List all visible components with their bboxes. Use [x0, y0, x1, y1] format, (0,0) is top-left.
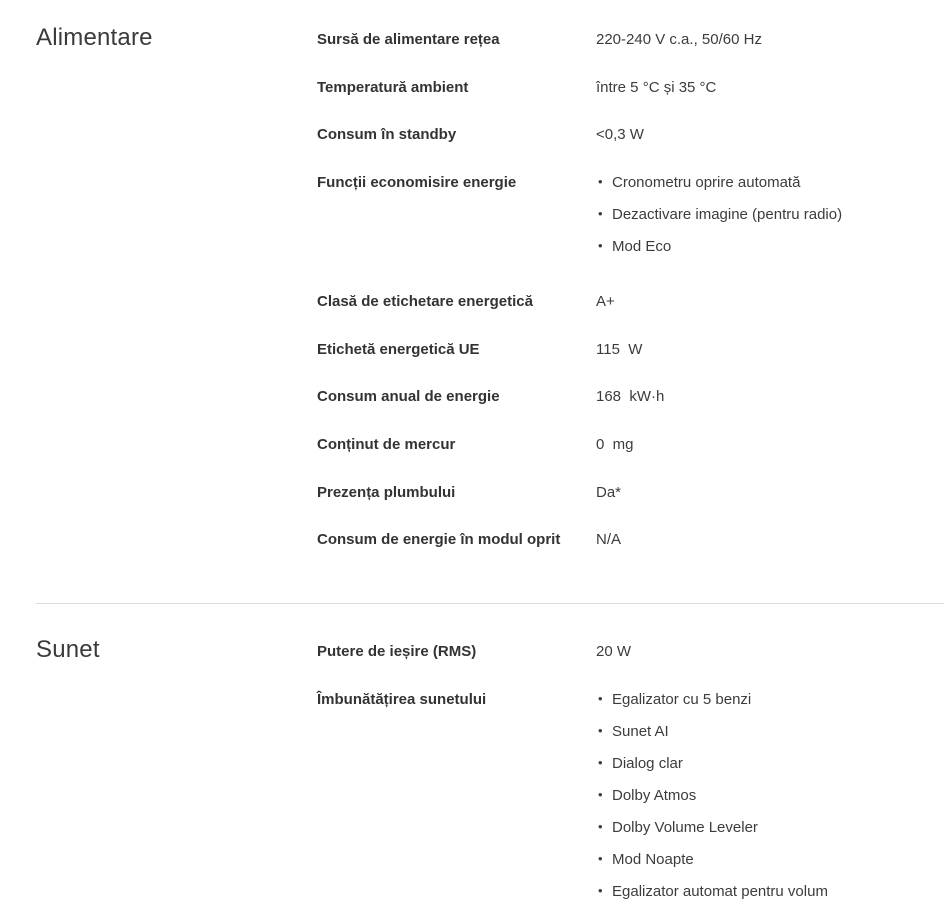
spec-label: Îmbunătățirea sunetului — [317, 691, 487, 708]
list-item-text: Dolby Atmos — [612, 787, 697, 804]
list-item-text: Egalizator automat pentru volum — [612, 883, 828, 900]
bullet-icon: • — [598, 206, 603, 221]
spec-label: Sursă de alimentare rețea — [317, 31, 500, 48]
list-item — [596, 238, 842, 270]
spec-label: Consum anual de energie — [317, 388, 500, 405]
list-item — [596, 691, 828, 723]
spec-value: 220-240 V c.a., 50/60 Hz — [596, 31, 762, 48]
spec-label: Consum în standby — [317, 126, 457, 143]
list-item — [596, 723, 828, 755]
spec-value: Da* — [596, 484, 622, 501]
bullet-list — [596, 174, 842, 270]
list-item-text: Mod Eco — [612, 238, 672, 255]
spec-value: 168 kW·h — [596, 388, 665, 405]
list-item-text: Sunet AI — [612, 723, 669, 740]
spec-label: Consum de energie în modul oprit — [317, 531, 561, 548]
spec-value: 0 mg — [596, 436, 634, 453]
spec-label: Etichetă energetică UE — [317, 341, 480, 358]
spec-label: Funcții economisire energie — [317, 174, 517, 191]
list-item-text: Cronometru oprire automată — [612, 174, 801, 191]
spec-label: Clasă de etichetare energetică — [317, 293, 533, 310]
bullet-icon: • — [598, 787, 603, 802]
spec-value: <0,3 W — [596, 126, 644, 143]
spec-value: A+ — [596, 293, 615, 310]
list-item — [596, 851, 828, 883]
list-item-text: Mod Noapte — [612, 851, 694, 868]
list-item-text: Dialog clar — [612, 755, 683, 772]
list-item — [596, 819, 828, 851]
spec-label: Conținut de mercur — [317, 436, 456, 453]
list-item — [596, 755, 828, 787]
bullet-icon: • — [598, 755, 603, 770]
list-item-text: Egalizator cu 5 benzi — [612, 691, 752, 708]
spec-value: 115 W — [596, 341, 643, 358]
spec-label: Putere de ieșire (RMS) — [317, 643, 477, 660]
section-title: Alimentare — [36, 24, 153, 51]
spec-value: între 5 °C și 35 °C — [596, 79, 717, 96]
section-divider — [36, 603, 944, 604]
list-item-text: Dolby Volume Leveler — [612, 819, 758, 836]
bullet-icon: • — [598, 851, 603, 866]
section-title: Sunet — [36, 636, 100, 663]
bullet-icon: • — [598, 819, 603, 834]
list-item — [596, 174, 842, 206]
spec-label: Temperatură ambient — [317, 79, 469, 96]
bullet-icon: • — [598, 691, 603, 706]
spec-label: Prezența plumbului — [317, 484, 456, 501]
bullet-icon: • — [598, 723, 603, 738]
bullet-list — [596, 691, 828, 915]
bullet-icon: • — [598, 883, 603, 898]
bullet-icon: • — [598, 238, 603, 253]
list-item-text: Dezactivare imagine (pentru radio) — [612, 206, 843, 223]
spec-value: 20 W — [596, 643, 632, 660]
bullet-icon: • — [598, 174, 603, 189]
list-item — [596, 206, 842, 238]
list-item — [596, 883, 828, 915]
list-item — [596, 787, 828, 819]
spec-value: N/A — [596, 531, 622, 548]
